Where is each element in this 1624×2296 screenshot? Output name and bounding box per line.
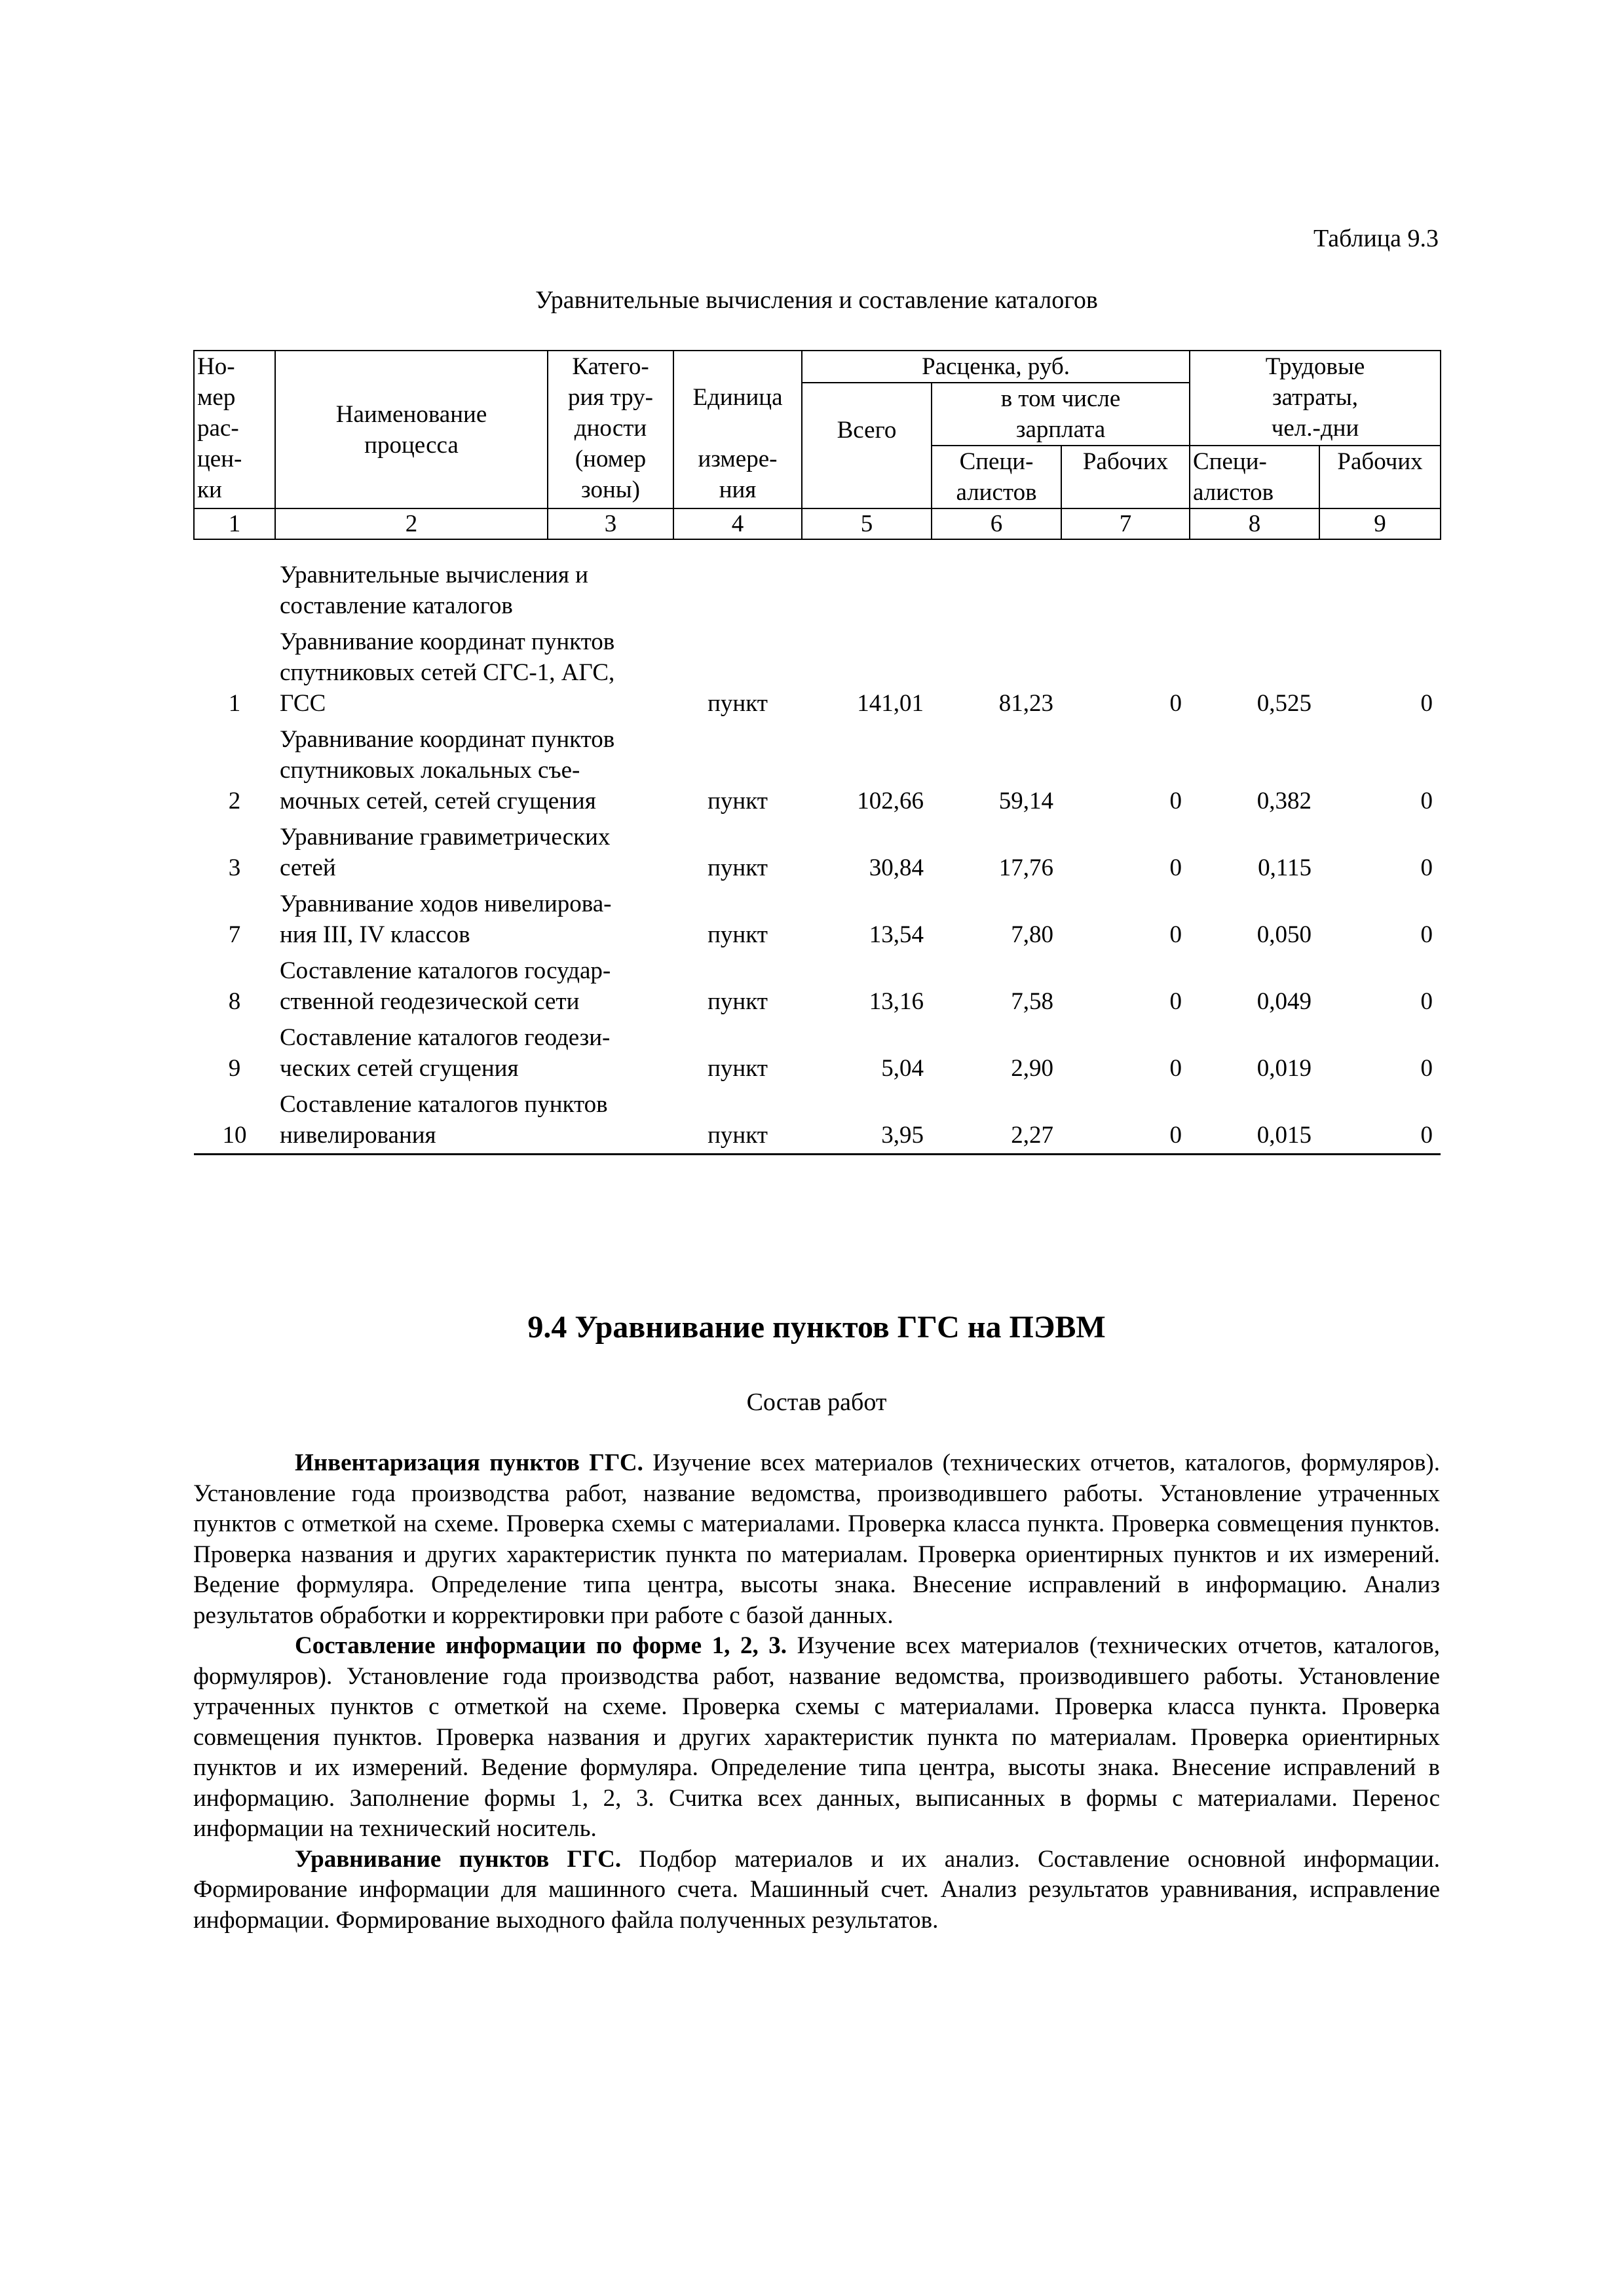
section-heading: 9.4 Уравнивание пунктов ГГС на ПЭВМ: [527, 1310, 1106, 1345]
paragraph: Уравнивание пунктов ГГС. Подбор материалов и их анализ. Составление основной информации. Формирование информации для машинного счета. Машинный счет. Анализ результатов уравнивания, исправление информации. Формирование выходного файла полученных результатов.: [193, 1845, 1440, 1934]
section-subtitle: Состав работ: [746, 1388, 887, 1416]
col-number-5: 5: [802, 508, 932, 539]
section-row: [194, 539, 1441, 621]
col-number-4: 4: [673, 508, 802, 539]
col-number-7: 7: [1061, 508, 1190, 539]
table-row: 9 Составление каталогов геодези- ческих сетей сгущения пункт 5,04 2,90 0 0,019 0: [228, 1024, 1433, 1082]
header-labor-group: Трудовые затраты, чел.-дни: [1190, 351, 1441, 446]
header-unit: Единица измере- ния: [673, 351, 802, 508]
col-number-9: 9: [1319, 508, 1441, 539]
table-row: 1 Уравнивание координат пунктов спутниковых сетей СГС-1, АГС, ГСС пункт 141,01 81,23 0 0,525 0: [228, 628, 1433, 717]
col-number-6: 6: [932, 508, 1061, 539]
paragraph: Инвентаризация пунктов ГГС. Изучение всех материалов (технических отчетов, каталогов, формуляров). Установление года производства работ, название ведомства, производившего работы. Установление утраченных пунктов с отметкой на схеме. Проверка схемы с материалами. Проверка класса пункта. Проверка совмещения пунктов. Проверка названия и других характеристик пункта по материалам. Проверка ориентирных пунктов и их измерений. Ведение формуляра. Определение типа центра, высоты знака. Внесение исправлений в информацию. Анализ результатов обработки и корректировки при работе с базой данных.: [193, 1449, 1440, 1629]
rates-table: [193, 350, 1441, 1155]
paragraph: Составление информации по форме 1, 2, 3. Изучение всех материалов (технических отчетов, каталогов, формуляров). Установление года производства работ, название ведомства, производившего работы. Установление утраченных пунктов с отметкой на схеме. Проверка схемы с материалами. Проверка класса пункта. Проверка совмещения пунктов. Проверка названия и других характеристик пункта по материалам. Проверка ориентирных пунктов и их измерений. Ведение формуляра. Определение типа центра, высоты знака. Внесение исправлений в информацию. Заполнение формы 1, 2, 3. Считка всех данных, выписанных в формы с материалами. Перенос информации на технический носитель.: [193, 1632, 1440, 1842]
table-row: 8 Составление каталогов государ- ственной геодезической сети пункт 13,16 7,58 0 0,049 0: [228, 957, 1433, 1015]
header-spec-labor-1: Специ-: [1190, 446, 1319, 477]
header-workers-labor: Рабочих: [1319, 446, 1441, 508]
table-row: 3 Уравнивание гравиметрических сетей пункт 30,84 17,76 0 0,115 0: [228, 824, 1433, 881]
col-number-3: 3: [548, 508, 673, 539]
section-title: Уравнительные вычисления и составление каталогов: [280, 562, 588, 619]
body-text: [193, 1448, 1440, 1936]
table-row: 2 Уравнивание координат пунктов спутниковых локальных съе- мочных сетей, сетей сгущения пункт 102,66 59,14 0 0,382 0: [228, 726, 1433, 814]
header-price-group: Расценка, руб.: [802, 351, 1190, 383]
header-rate-number: Но- мер рас- цен- ки: [194, 351, 275, 508]
header-incl-line2: зарплата: [932, 414, 1190, 446]
col-number-2: 2: [275, 508, 548, 539]
header-spec-labor-2: алистов: [1190, 477, 1319, 508]
col-number-1: 1: [194, 508, 275, 539]
header-spec-pay-1: Специ-: [932, 446, 1061, 477]
table-row: 7 Уравнивание ходов нивелирова- ния III, IV классов пункт 13,54 7,80 0 0,050 0: [228, 890, 1433, 948]
table-title: Уравнительные вычисления и составление каталогов: [535, 286, 1098, 314]
header-process-name: Наименование процесса: [275, 351, 548, 508]
header-incl-line1: в том числе: [932, 383, 1190, 414]
table-number-label: Таблица 9.3: [1313, 225, 1439, 252]
col-number-8: 8: [1190, 508, 1319, 539]
table-row: 10 Составление каталогов пунктов нивелирования пункт 3,95 2,27 0 0,015 0: [194, 1084, 1441, 1155]
header-workers-pay: Рабочих: [1061, 446, 1190, 508]
header-spec-pay-2: алистов: [932, 477, 1061, 508]
header-total: Всего: [802, 383, 932, 508]
header-difficulty-category: Катего- рия тру- дности (номер зоны): [548, 351, 673, 508]
